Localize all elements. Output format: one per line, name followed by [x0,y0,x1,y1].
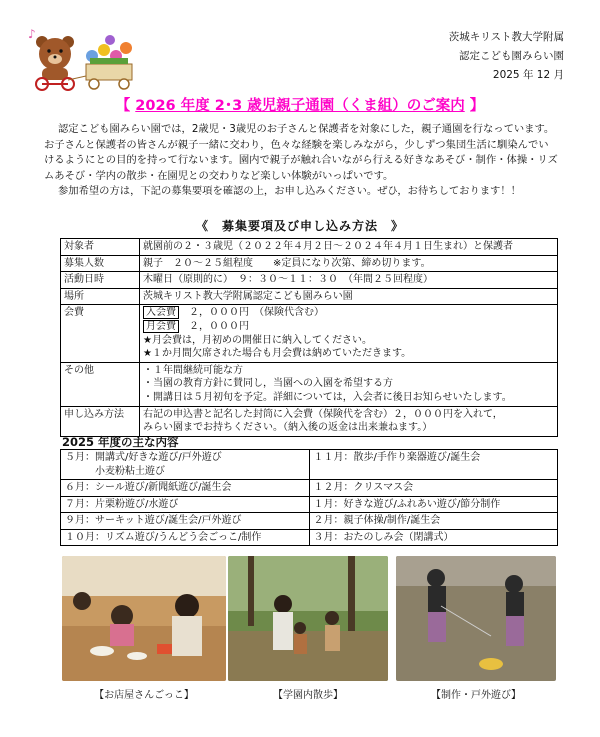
requirements-table [60,238,558,437]
header-info [449,28,564,85]
other-details [140,362,558,406]
table-row [61,255,558,272]
photo-caption: 【制作・戸外遊び】 [431,690,521,701]
table-row [61,496,558,513]
activity-cell: １月：好きな遊び/ふれあい遊び/節分制作 [309,496,558,513]
table-row [61,272,558,289]
activity-cell: １２月：クリスマス会 [309,480,558,497]
activity-cell: ２月：親子体操/制作/誕生会 [309,513,558,530]
row-value: 木曜日（原則的に） ９：３０～１１：３０ （年間２５回程度） [140,272,558,289]
other-item: ・開講日は５月初旬を予定。詳細については，入会者に後日お知らせいたします。 [143,391,512,403]
row-key: 場所 [61,288,140,305]
activities-table [60,449,558,546]
activity-cell: １１月：散歩/手作り楽器遊び/誕生会 [309,450,558,480]
row-value: 就園前の２・３歳児（２０２２年４月２日～２０２４年４月１日生まれ）と保護者 [140,239,558,256]
photo-caption: 【学園内散歩】 [273,690,343,701]
monthly-fee-label: 月会費 [143,320,179,333]
table-row [61,450,558,480]
entry-fee-label: 入会費 [143,306,179,319]
activity-cell: ７月：片栗粉遊び/水遊び [61,496,310,513]
row-value: 茨城キリスト教大学附属認定こども園みらい園 [140,288,558,305]
table-row [61,288,558,305]
table-row [61,239,558,256]
entry-fee-value: ２，０００円 （保険代含む） [189,307,324,319]
title-bracket-open: 【 [115,98,131,114]
page-title [0,94,600,115]
activity-cell: １０月：リズム遊び/うんどう会ごっこ/制作 [61,529,310,546]
other-item: ・１年間継続可能な方 [143,364,243,376]
activity-text: 小麦粉粘土遊び [65,465,165,477]
table-row-apply [61,406,558,436]
row-value: 親子 ２０～２５組程度 ※定員になり次第、締め切ります。 [140,255,558,272]
photo-craft-outdoor [396,556,556,681]
activity-cell: ３月：おたのしみ会（閉講式） [309,529,558,546]
monthly-fee-value: ２，０００円 [189,320,249,332]
requirements-heading: 《 募集要項及び申し込み方法 》 [195,219,404,233]
issue-date: 2025 年 12 月 [492,69,564,81]
title-text: 2026 年度 2･3 歳児親子通園（くま組）のご案内 [135,98,465,114]
apply-details [140,406,558,436]
activity-text: ５月：開講式/好きな遊び/戸外遊び [65,452,222,463]
fee-details [140,305,558,362]
svg-text:♪: ♪ [28,27,36,41]
activity-cell [61,450,310,480]
row-key: 申し込み方法 [61,406,140,436]
table-row [61,513,558,530]
apply-line: 右記の申込書と記名した封筒に入会費（保険代を含む）２，０００円を入れて， [143,408,503,420]
table-row-fee [61,305,558,362]
title-bracket-close: 】 [469,98,485,114]
row-key: 募集人数 [61,255,140,272]
fee-note: ★月会費は，月初めの開催日に納入してください。 [143,334,372,346]
apply-line: みらい園までお持ちください。（納入後の返金は出来兼ねます。） [143,422,433,434]
activity-cell: ６月：シール遊び/新聞紙遊び/誕生会 [61,480,310,497]
activities-heading: 2025 年度の主な内容 [62,435,179,449]
intro-paragraph: 認定こども園みらい園では，2歳児・3歳児のお子さんと保護者を対象にした，親子通園を行なっています。お子さんと保護者の皆さんが親子一緒に交わり，色々な経験を楽しみながら，少しずつ集団生活に馴染んでいけるようにとの目的を持って行ないます。園内で親子が触れ合いながら行える好きなあそび・制作・体操・リズムあそび・学内の散歩・在園児との交わりなど楽しい体験がいっぱいです。 [44,123,558,182]
row-key: 会費 [61,305,140,362]
org-name: 茨城キリスト教大学附属 [448,31,564,43]
table-row [61,480,558,497]
photo-caption: 【お店屋さんごっこ】 [94,690,194,701]
intro-paragraph: 参加希望の方は，下記の募集要項を確認の上，お申し込みください。ぜひ，お待ちしております！！ [58,185,521,198]
fee-note: ★１か月間欠席された場合も月会費は納めていただきます。 [143,348,412,360]
row-key: 対象者 [61,239,140,256]
row-key: 活動日時 [61,272,140,289]
table-row-other [61,362,558,406]
table-row [61,529,558,546]
activity-cell: ９月：サーキット遊び/誕生会/戸外遊び [61,513,310,530]
other-item: ・当園の教育方針に賛同し，当園への入園を希望する方 [143,378,393,390]
intro-text [44,122,558,200]
org-subname: 認定こども園みらい園 [459,50,564,62]
photo-campus-walk [228,556,388,681]
row-key: その他 [61,362,140,406]
bear-mascot-illustration [20,20,142,92]
photo-shop-play [62,556,226,681]
